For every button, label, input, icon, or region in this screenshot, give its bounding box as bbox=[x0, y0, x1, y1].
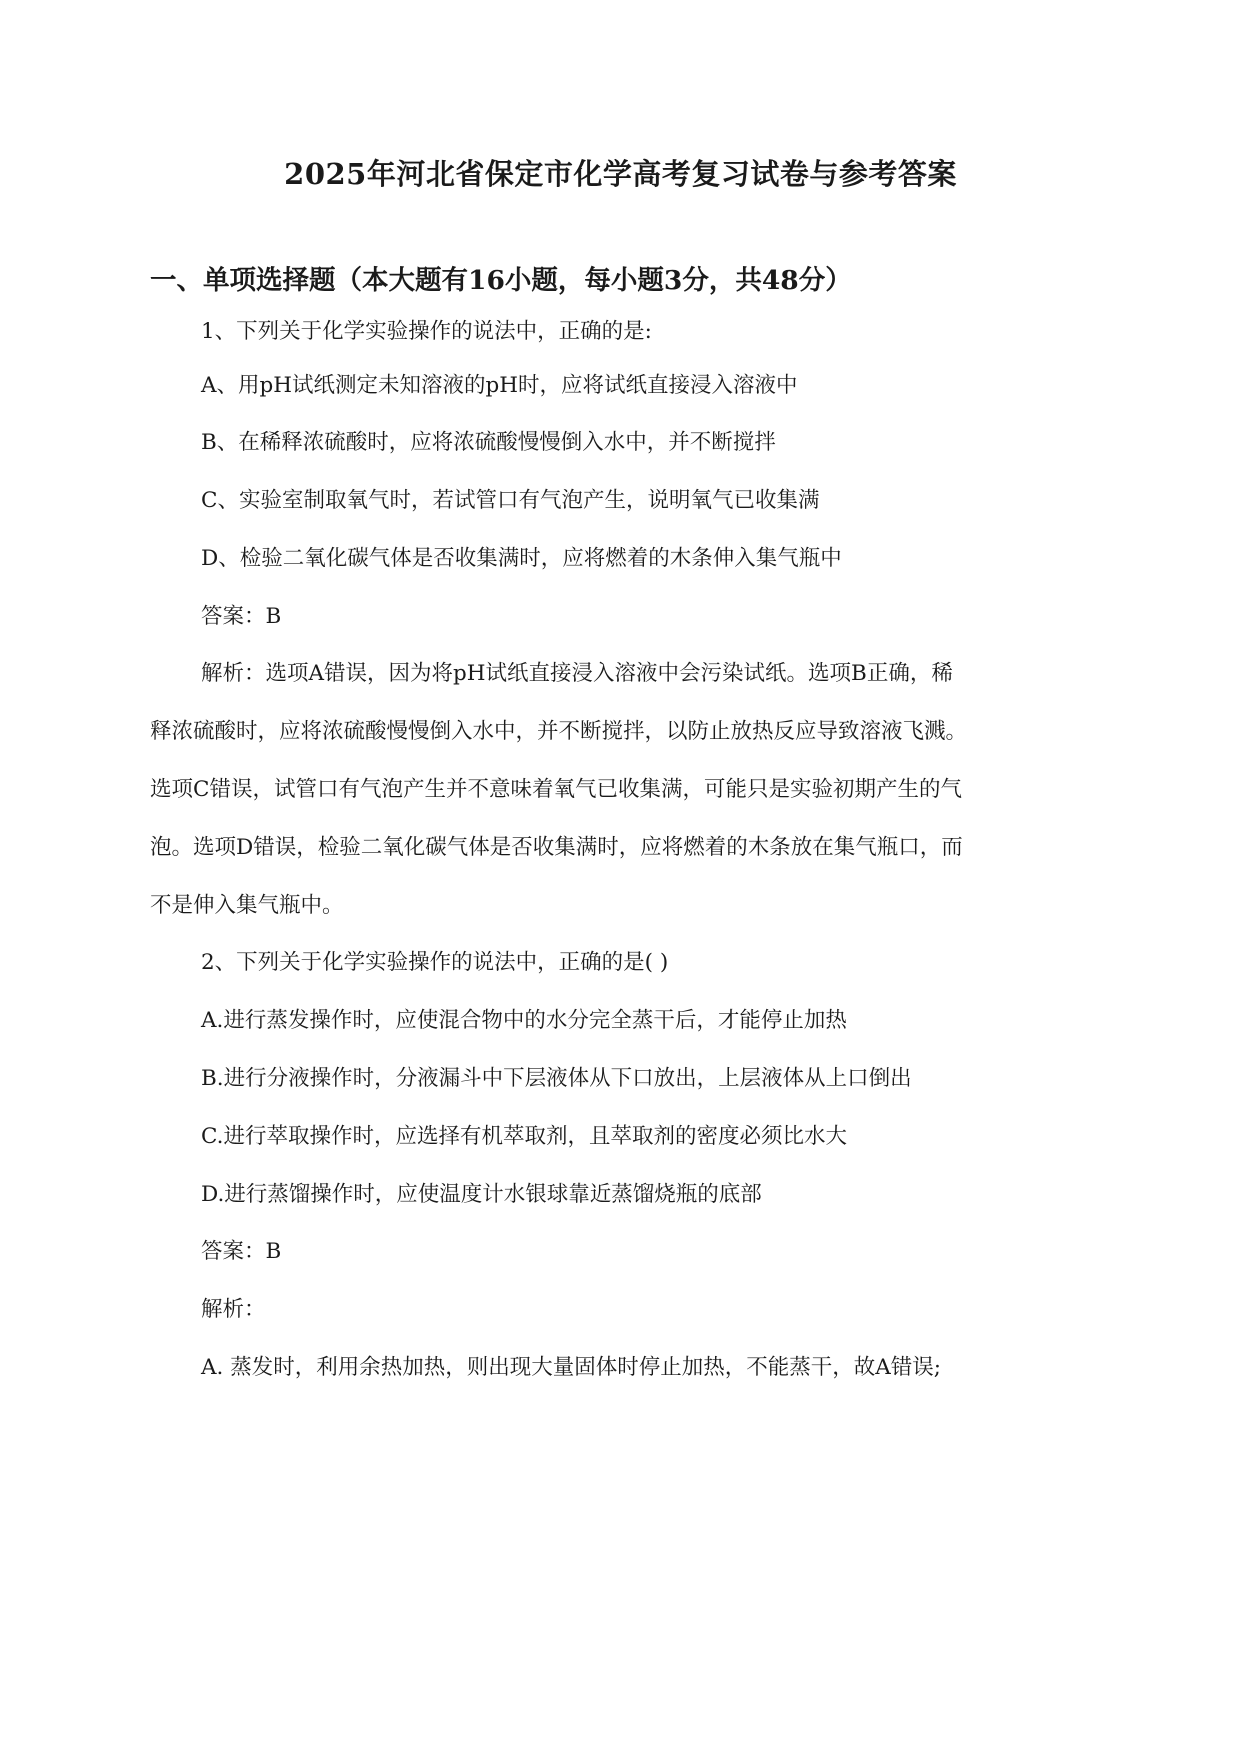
question-1-option-d: D、检验二氧化碳气体是否收集满时，应将燃着的木条伸入集气瓶中 bbox=[201, 546, 842, 571]
question-2-option-d: D.进行蒸馏操作时，应使温度计水银球靠近蒸馏烧瓶的底部 bbox=[201, 1182, 762, 1207]
question-2-option-b: B.进行分液操作时，分液漏斗中下层液体从下口放出，上层液体从上口倒出 bbox=[201, 1066, 912, 1091]
question-2-option-a: A.进行蒸发操作时，应使混合物中的水分完全蒸干后，才能停止加热 bbox=[201, 1008, 847, 1033]
question-2-option-c: C.进行萃取操作时，应选择有机萃取剂，且萃取剂的密度必须比水大 bbox=[201, 1124, 848, 1149]
question-1-option-a: A、用pH试纸测定未知溶液的pH时，应将试纸直接浸入溶液中 bbox=[201, 373, 798, 398]
question-2-analysis-label: 解析： bbox=[201, 1297, 266, 1322]
question-1-answer: 答案：B bbox=[201, 604, 282, 629]
question-1-analysis-line: 不是伸入集气瓶中。 bbox=[150, 893, 344, 918]
question-1-analysis-line: 泡。选项D错误，检验二氧化碳气体是否收集满时，应将燃着的木条放在集气瓶口，而 bbox=[150, 835, 963, 860]
page-title: 2025年河北省保定市化学高考复习试卷与参考答案 bbox=[284, 157, 957, 191]
question-1-option-c: C、实验室制取氧气时，若试管口有气泡产生，说明氧气已收集满 bbox=[201, 488, 820, 513]
question-2-analysis-line: A. 蒸发时，利用余热加热，则出现大量固体时停止加热，不能蒸干，故A错误; bbox=[201, 1355, 941, 1380]
section-heading: 一、单项选择题（本大题有16小题，每小题3分，共48分） bbox=[150, 265, 852, 296]
question-2-stem: 2、下列关于化学实验操作的说法中，正确的是( ) bbox=[201, 950, 669, 975]
question-1-analysis-line: 解析：选项A错误，因为将pH试纸直接浸入溶液中会污染试纸。选项B正确，稀 bbox=[201, 661, 953, 686]
question-1-analysis-line: 选项C错误，试管口有气泡产生并不意味着氧气已收集满，可能只是实验初期产生的气 bbox=[150, 777, 962, 802]
question-1-option-b: B、在稀释浓硫酸时，应将浓硫酸慢慢倒入水中，并不断搅拌 bbox=[201, 430, 776, 455]
question-1-stem: 1、下列关于化学实验操作的说法中，正确的是: bbox=[201, 319, 652, 344]
question-2-answer: 答案：B bbox=[201, 1239, 282, 1264]
question-1-analysis-line: 释浓硫酸时，应将浓硫酸慢慢倒入水中，并不断搅拌，以防止放热反应导致溶液飞溅。 bbox=[150, 719, 968, 744]
